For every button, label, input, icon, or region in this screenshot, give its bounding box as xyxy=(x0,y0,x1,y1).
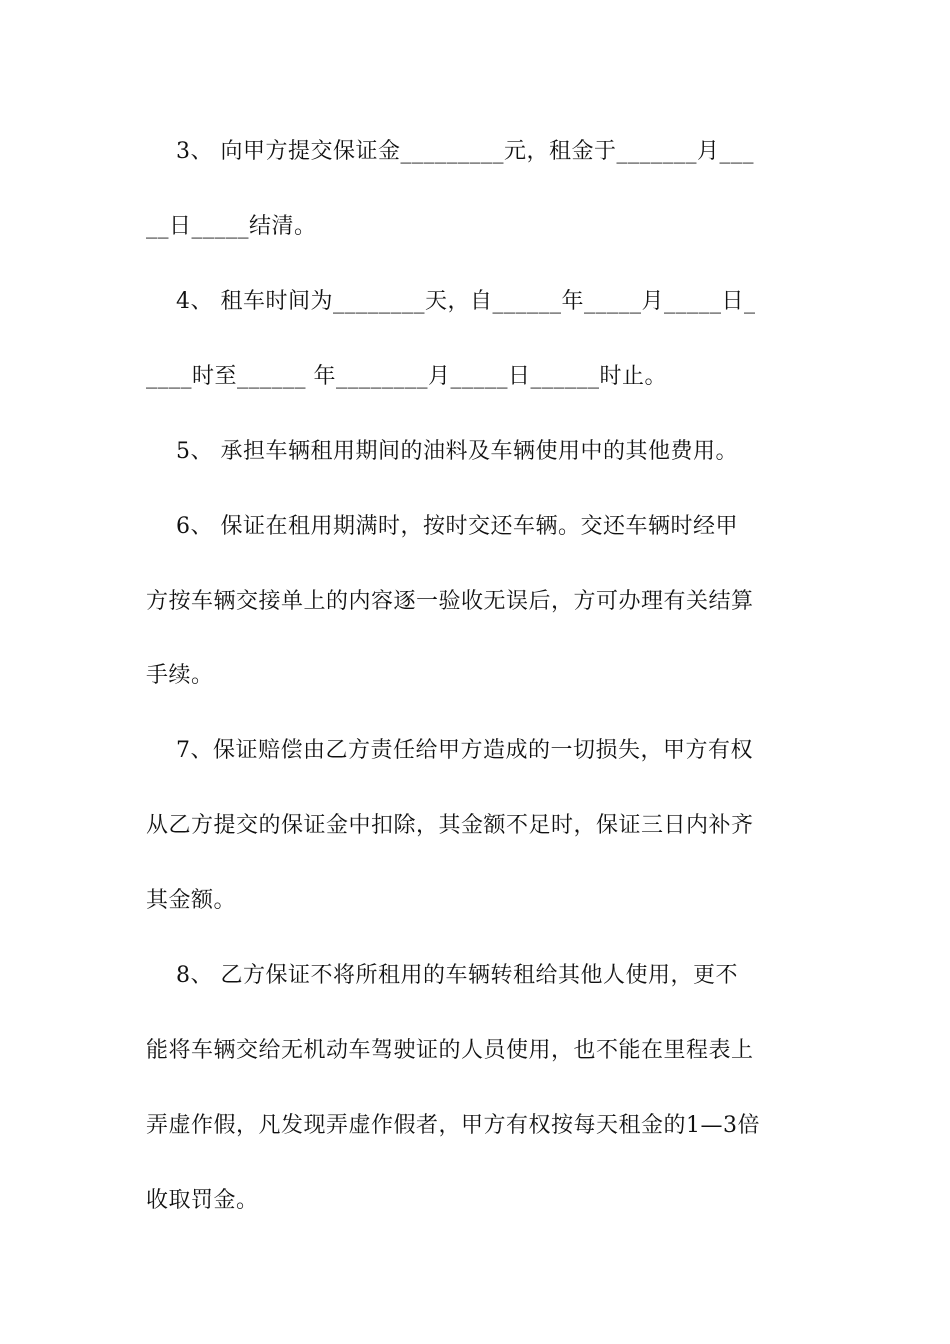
text-line-clause-5: 5、 承担车辆租用期间的油料及车辆使用中的其他费用。 xyxy=(146,439,738,464)
text-line-clause-3-cont: __日_____结清。 xyxy=(146,214,317,239)
text-line-clause-8: 8、 乙方保证不将所租用的车辆转租给其他人使用，更不 xyxy=(146,963,738,988)
text-line-clause-4-cont: ____时至______ 年________月_____日______时止。 xyxy=(146,364,667,389)
text-line-clause-7: 7、保证赔偿由乙方责任给甲方造成的一切损失，甲方有权 xyxy=(146,738,753,763)
text-line-clause-6-cont-1: 方按车辆交接单上的内容逐一验收无误后，方可办理有关结算 xyxy=(146,589,754,614)
text-line-clause-7-cont-2: 其金额。 xyxy=(146,888,237,913)
text-line-clause-8-cont-1: 能将车辆交给无机动车驾驶证的人员使用，也不能在里程表上 xyxy=(146,1038,754,1063)
text-line-clause-8-cont-3: 收取罚金。 xyxy=(146,1188,259,1213)
text-line-clause-8-cont-2: 弄虚作假，凡发现弄虚作假者，甲方有权按每天租金的1—3倍 xyxy=(146,1113,760,1138)
text-line-clause-3: 3、 向甲方提交保证金_________元，租金于_______月___ xyxy=(146,139,754,164)
text-line-clause-6-cont-2: 手续。 xyxy=(146,663,214,688)
text-line-clause-4: 4、 租车时间为________天，自______年_____月_____日_ xyxy=(146,289,756,314)
text-line-clause-7-cont-1: 从乙方提交的保证金中扣除，其金额不足时，保证三日内补齐 xyxy=(146,813,754,838)
text-line-clause-6: 6、 保证在租用期满时，按时交还车辆。交还车辆时经甲 xyxy=(146,514,738,539)
